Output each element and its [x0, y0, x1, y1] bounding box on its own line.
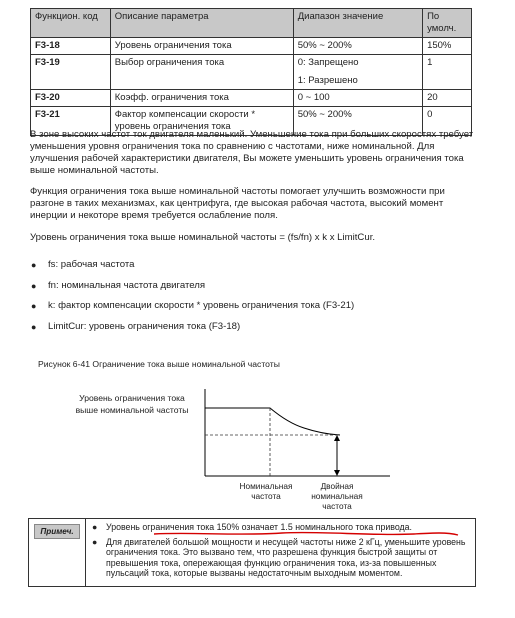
row-description: Уровень ограничения тока	[110, 38, 293, 55]
row-range: 50% ~ 200%	[293, 38, 422, 55]
row-description: Коэфф. ограничения тока	[110, 90, 293, 107]
list-item	[30, 300, 475, 321]
y-axis-label: Уровень ограничения тока	[79, 393, 185, 403]
paragraph-formula: Уровень ограничения тока выше номинальной частоты = (fs/fn) x k x LimitCur.	[30, 232, 376, 243]
x-label-double: частота	[322, 501, 352, 511]
list-item-text: LimitCur: уровень ограничения тока (F3-18)	[48, 320, 241, 332]
table-row	[31, 90, 472, 107]
list-item-text: k: фактор компенсации скорости * уровень ограничения тока (F3-21)	[48, 300, 355, 311]
x-label-rated: частота	[251, 491, 281, 501]
row-range: 50% ~ 200%	[293, 107, 422, 136]
arrow-up-icon	[334, 435, 340, 441]
bullet-icon: ●	[31, 280, 37, 291]
y-axis-label: выше номинальной частоты	[75, 405, 189, 415]
bullet-icon: ●	[31, 301, 37, 311]
list-item-text: fs: рабочая частота	[48, 259, 135, 270]
note-text: Для двигателей большой мощности и несущей частоты ниже 2 кГц, уменьшите уровень ограничения тока. Это вызвано тем, что разрешена функция быстрой защиты от превышения тока, опережающая функцию ограничения тока, из-за повышенных пульсаций тока, которые вызваны недостаточным выходным моментом.	[106, 536, 466, 578]
bullet-icon: ●	[31, 321, 37, 332]
row-code: F3-20	[31, 90, 111, 107]
parameter-table	[30, 8, 472, 136]
formula-legend-list	[30, 259, 475, 341]
red-underline-annotation	[152, 528, 462, 540]
paragraph-function-description: Функция ограничения тока выше номинальной частоты помогает улучшить возможности при разгоне в таких механизмах, как центрифуга, где высокая рабочая частота, высокий момент инерции и некоторе время требуется ослабление поля.	[30, 186, 445, 221]
x-label-rated: Номинальная	[239, 481, 293, 491]
table-row	[31, 38, 472, 55]
handwritten-underline	[154, 533, 458, 535]
paragraph-high-frequency: В зоне высоких частот ток двигателя маленький. Уменьшение тока при больших скоростях требует уменьшения уровня ограничения тока по сравнению с частотами, ниже номинальной. Для улучшения рабочей характеристики двигателя, Вы можете уменьшить уровень ограничения тока выше номинальной частоты.	[30, 129, 474, 176]
row-range: 0 ~ 100	[293, 90, 422, 107]
range-option: 1: Разрешено	[297, 75, 358, 86]
table-row	[31, 55, 472, 90]
header-description: Описание параметра	[110, 9, 293, 38]
list-item	[90, 537, 471, 579]
header-range: Диапазон значение	[293, 9, 422, 38]
list-item	[30, 259, 475, 280]
note-text: Уровень ограничения тока 150% означает 1.5 номинального тока привода.	[106, 522, 412, 532]
row-code: F3-21	[31, 107, 111, 136]
list-item	[30, 280, 475, 301]
row-default: 20	[423, 90, 472, 107]
bullet-icon: ●	[92, 522, 98, 532]
arrow-down-icon	[334, 470, 340, 476]
list-item-text: fn: номинальная частота двигателя	[48, 279, 206, 291]
row-description: Выбор ограничения тока	[110, 55, 293, 90]
row-default: 1	[423, 55, 472, 90]
row-code: F3-18	[31, 38, 111, 55]
figure-caption: Рисунок 6-41 Ограничение тока выше номинальной частоты	[38, 359, 280, 369]
note-label: Примеч.	[34, 524, 79, 539]
row-code: F3-19	[31, 55, 111, 90]
row-range	[293, 55, 422, 90]
row-default: 150%	[423, 38, 472, 55]
note-label-cell	[29, 519, 86, 587]
table-header-row	[31, 9, 472, 38]
header-default: По умолч.	[423, 9, 472, 38]
current-limit-diagram	[60, 385, 480, 515]
bullet-icon: ●	[92, 536, 98, 547]
limit-curve	[205, 408, 340, 435]
row-description: Фактор компенсации скорости * уровень ограничения тока	[110, 107, 293, 136]
header-code: Функцион. код	[31, 9, 111, 38]
x-label-double: Двойная	[320, 481, 354, 491]
bullet-icon: ●	[31, 260, 37, 270]
row-default: 0	[423, 107, 472, 136]
range-option: 0: Запрещено	[297, 57, 359, 68]
x-label-double: номинальная	[311, 491, 363, 501]
list-item	[30, 321, 475, 342]
